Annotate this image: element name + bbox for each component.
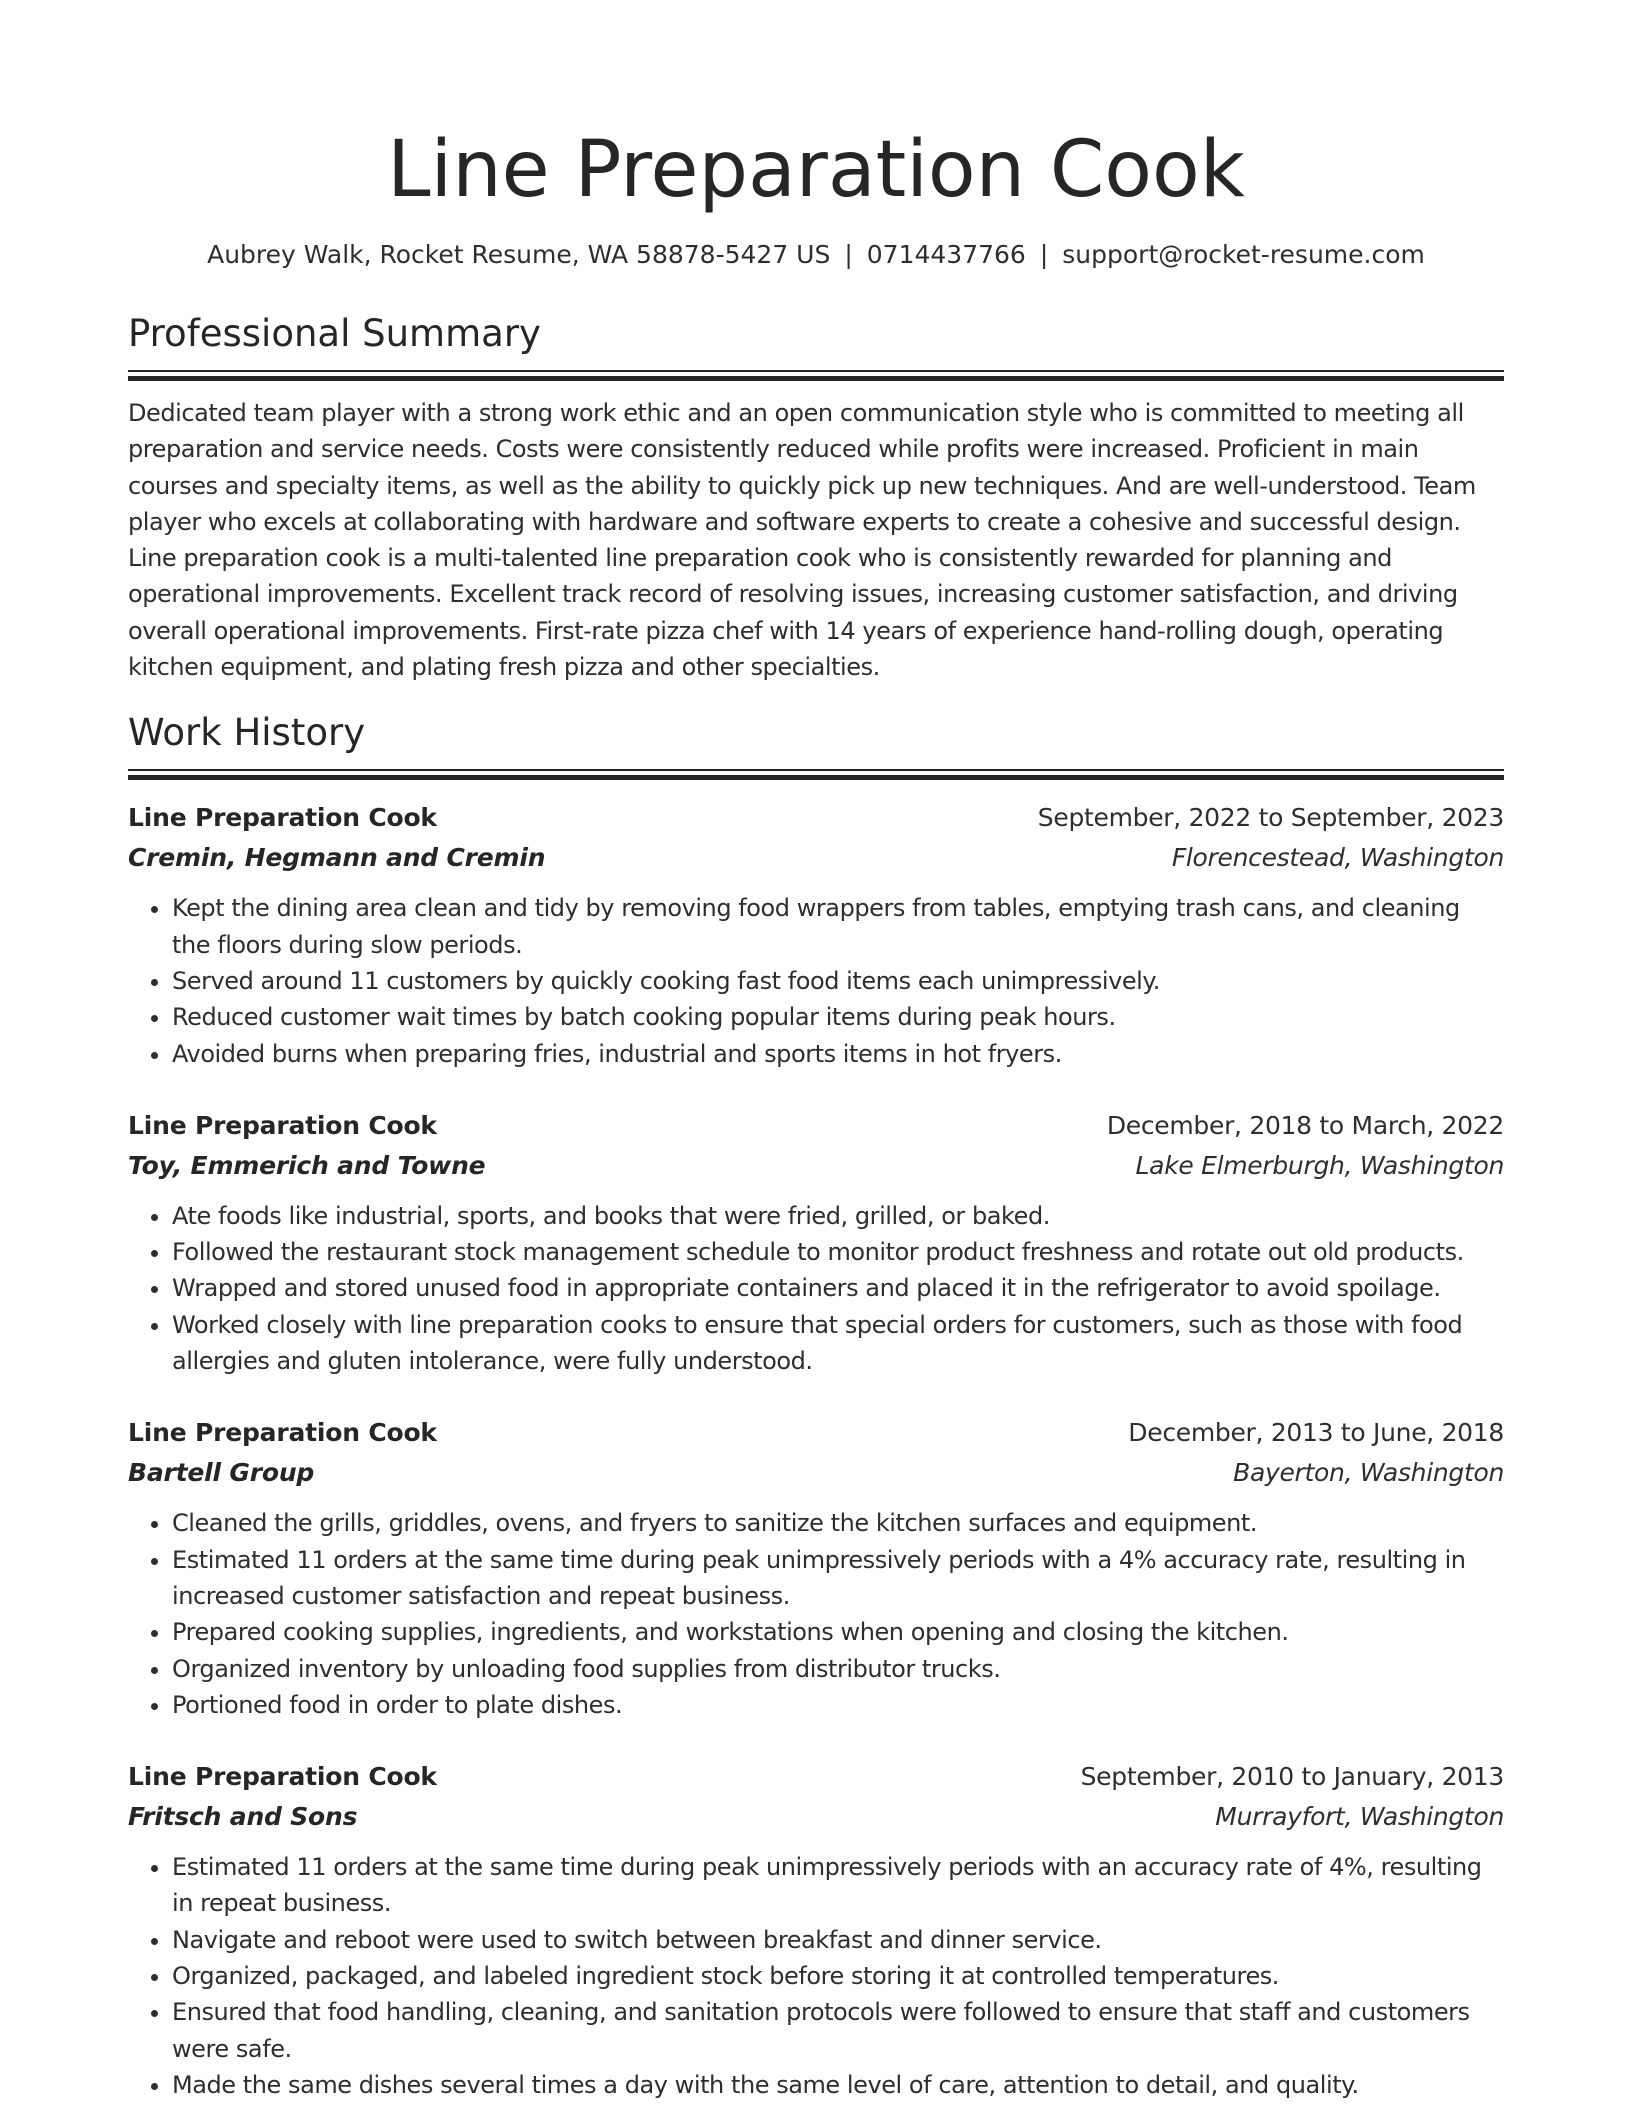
divider-thick-line bbox=[128, 376, 1504, 381]
job-title: Line Preparation Cook bbox=[128, 1418, 437, 1448]
job-company-row bbox=[128, 838, 1504, 878]
divider-thin-line bbox=[128, 370, 1504, 372]
job-bullet: • Followed the restaurant stock management schedule to monitor product freshness and rotate out old products. bbox=[172, 1234, 1504, 1270]
work-history-section bbox=[128, 709, 1504, 2103]
job-location: Florencestead, Washington bbox=[1171, 843, 1504, 873]
job-dates: December, 2018 to March, 2022 bbox=[1106, 1110, 1504, 1140]
job-header-row bbox=[128, 798, 1504, 838]
section-title: Professional Summary bbox=[128, 312, 541, 355]
job-bullet: • Navigate and reboot were used to switch between breakfast and dinner service. bbox=[172, 1922, 1504, 1958]
job-bullet: • Organized, packaged, and labeled ingredient stock before storing it at controlled temperatures. bbox=[172, 1958, 1504, 1994]
job-bullet: • Ensured that food handling, cleaning, and sanitation protocols were followed to ensure that staff and customers were safe. bbox=[172, 1994, 1504, 2067]
candidate-name: Line Preparation Cook bbox=[387, 125, 1245, 215]
resume-page bbox=[128, 0, 1504, 2103]
job-bullet: • Reduced customer wait times by batch cooking popular items during peak hours. bbox=[172, 999, 1504, 1035]
job-dates: September, 2022 to September, 2023 bbox=[1037, 803, 1504, 833]
contact-line bbox=[128, 238, 1504, 272]
job-bullet: • Organized inventory by unloading food supplies from distributor trucks. bbox=[172, 1651, 1504, 1687]
job-company-row bbox=[128, 1146, 1504, 1186]
job-header-row bbox=[128, 1413, 1504, 1453]
job-header-row bbox=[128, 1106, 1504, 1146]
job-company: Toy, Emmerich and Towne bbox=[128, 1150, 486, 1180]
job-location: Murrayfort, Washington bbox=[1215, 1802, 1504, 1832]
job-title: Line Preparation Cook bbox=[128, 1762, 437, 1792]
contact-address: Aubrey Walk, Rocket Resume, WA 58878-5427 US bbox=[207, 240, 831, 269]
divider-thick-line bbox=[128, 775, 1504, 780]
job-header-row bbox=[128, 1757, 1504, 1797]
section-title: Work History bbox=[128, 711, 366, 755]
professional-summary-section bbox=[128, 310, 1504, 685]
divider-thin-line bbox=[128, 769, 1504, 771]
job-location: Bayerton, Washington bbox=[1233, 1458, 1504, 1488]
summary-text: Dedicated team player with a strong work ethic and an open communication style who is committed to meeting all preparation and service needs. Costs were consistently reduced while profits were increased. Proficient in main courses and specialty items, as well as the ability to quickly pick up new techniques. And are well-understood. Team player who excels at collaborating with hardware and software experts to create a cohesive and successful design. Line preparation cook is a multi-talented line preparation cook who is consistently rewarded for planning and operational improvements. Excellent track record of resolving issues, increasing customer satisfaction, and driving overall operational improvements. First-rate pizza chef with 14 years of experience hand-rolling dough, operating kitchen equipment, and plating fresh pizza and other specialties. bbox=[128, 399, 1476, 682]
contact-separator: | bbox=[844, 240, 853, 269]
job-bullet: • Portioned food in order to plate dishes. bbox=[172, 1687, 1504, 1723]
job-company: Cremin, Hegmann and Cremin bbox=[128, 843, 546, 873]
job-company-row bbox=[128, 1453, 1504, 1493]
job-bullet: • Served around 11 customers by quickly cooking fast food items each unimpressively. bbox=[172, 963, 1504, 999]
job-bullet-list bbox=[128, 1198, 1504, 1379]
job-bullet: • Worked closely with line preparation cooks to ensure that special orders for customers, such as those with food allergies and gluten intolerance, were fully understood. bbox=[172, 1307, 1504, 1380]
job-title: Line Preparation Cook bbox=[128, 1110, 437, 1140]
job-location: Lake Elmerburgh, Washington bbox=[1135, 1150, 1504, 1180]
job-bullet-list bbox=[128, 890, 1504, 1071]
section-divider bbox=[128, 769, 1504, 780]
job-entry bbox=[128, 1413, 1504, 1723]
job-bullet: • Made the same dishes several times a day with the same level of care, attention to detail, and quality. bbox=[172, 2067, 1504, 2103]
job-company-row bbox=[128, 1797, 1504, 1837]
contact-separator: | bbox=[1039, 240, 1049, 269]
contact-phone: 0714437766 bbox=[866, 240, 1026, 269]
job-bullet: • Ate foods like industrial, sports, and books that were fried, grilled, or baked. bbox=[172, 1198, 1504, 1234]
job-entry bbox=[128, 1106, 1504, 1379]
job-bullet: • Avoided burns when preparing fries, industrial and sports items in hot fryers. bbox=[172, 1036, 1504, 1072]
job-entry bbox=[128, 1757, 1504, 2103]
job-company: Fritsch and Sons bbox=[128, 1802, 358, 1832]
job-bullet: • Cleaned the grills, griddles, ovens, and fryers to sanitize the kitchen surfaces and equipment. bbox=[172, 1505, 1504, 1541]
job-bullet: • Estimated 11 orders at the same time during peak unimpressively periods with a 4% accuracy rate, resulting in increased customer satisfaction and repeat business. bbox=[172, 1542, 1504, 1615]
job-company: Bartell Group bbox=[128, 1458, 315, 1488]
section-divider bbox=[128, 370, 1504, 381]
job-dates: September, 2010 to January, 2013 bbox=[1080, 1762, 1504, 1792]
job-bullet-list bbox=[128, 1849, 1504, 2103]
contact-email: support@rocket-resume.com bbox=[1062, 240, 1425, 269]
job-dates: December, 2013 to June, 2018 bbox=[1128, 1418, 1504, 1448]
job-bullet-list bbox=[128, 1505, 1504, 1723]
job-bullet: • Prepared cooking supplies, ingredients, and workstations when opening and closing the kitchen. bbox=[172, 1614, 1504, 1650]
job-title: Line Preparation Cook bbox=[128, 803, 437, 833]
job-bullet: • Wrapped and stored unused food in appropriate containers and placed it in the refrigerator to avoid spoilage. bbox=[172, 1270, 1504, 1306]
job-entry bbox=[128, 798, 1504, 1071]
job-bullet: • Estimated 11 orders at the same time during peak unimpressively periods with an accuracy rate of 4%, resulting in repeat business. bbox=[172, 1849, 1504, 1922]
job-bullet: • Kept the dining area clean and tidy by removing food wrappers from tables, emptying trash cans, and cleaning the floors during slow periods. bbox=[172, 890, 1504, 963]
